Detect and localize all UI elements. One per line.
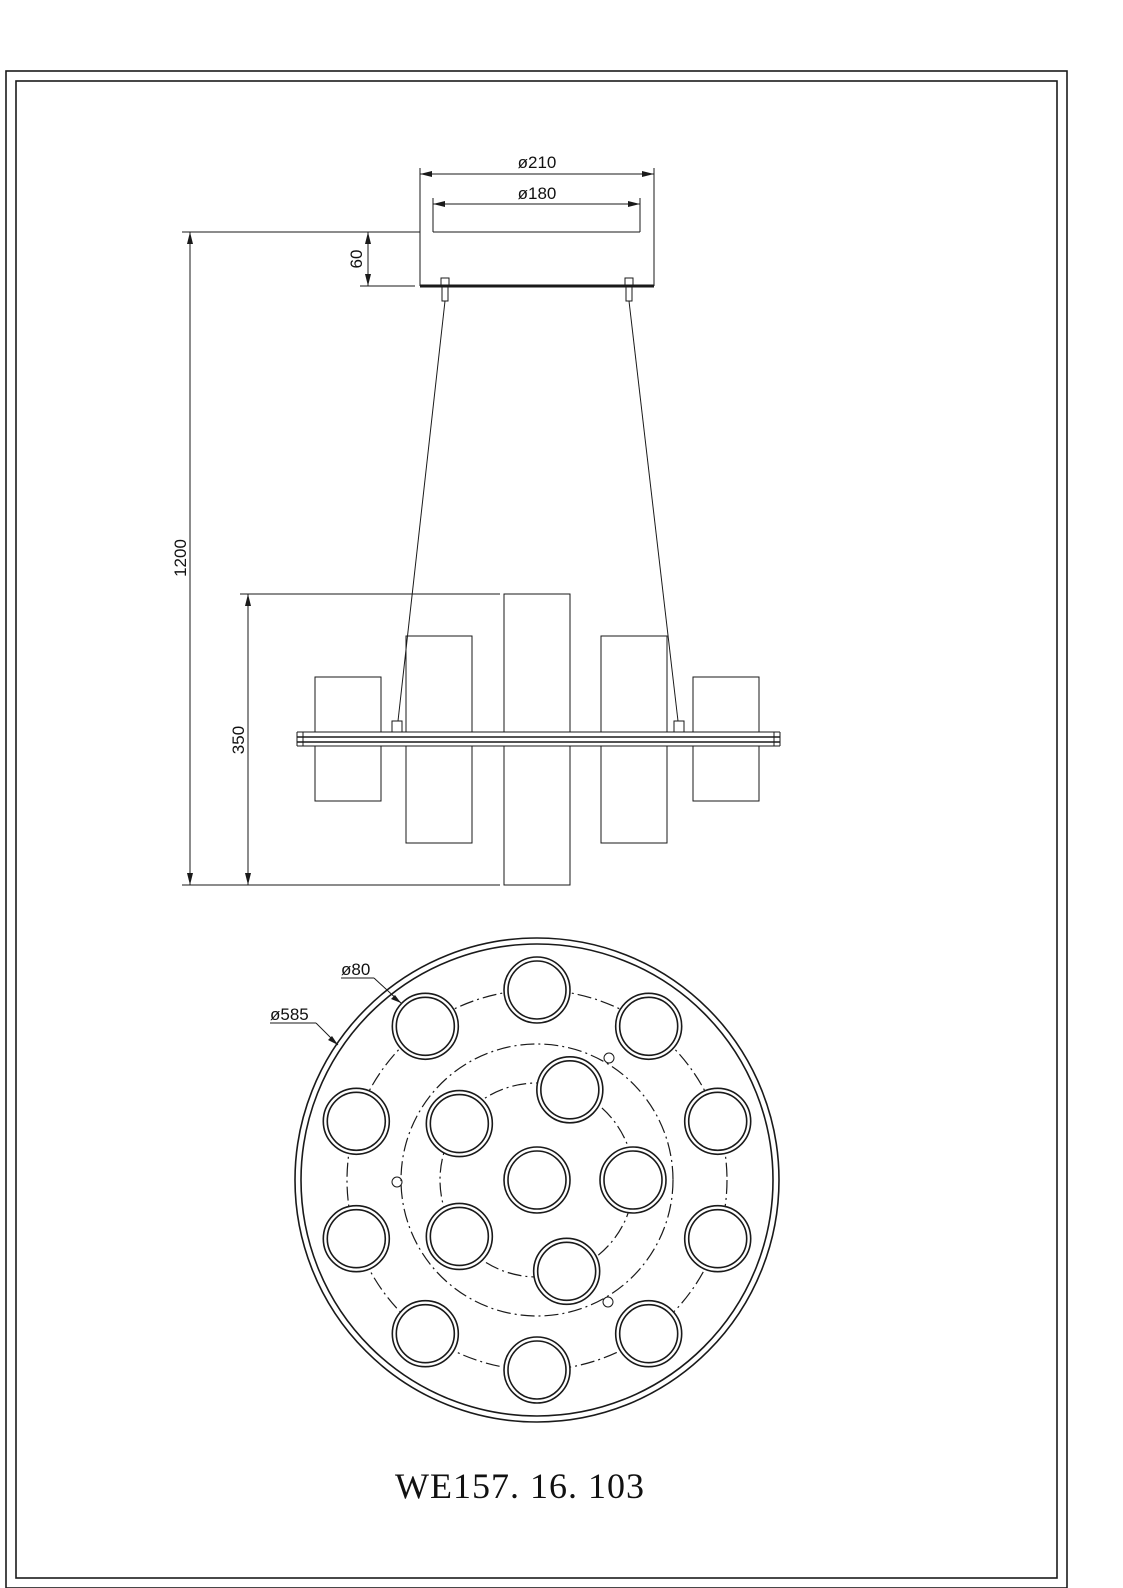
shade-circle bbox=[392, 993, 458, 1059]
shade-circle bbox=[600, 1147, 666, 1213]
shade-circle bbox=[685, 1088, 751, 1154]
fixture-diameter-leader bbox=[270, 1005, 338, 1045]
plan-view bbox=[270, 938, 779, 1422]
overall-height-dim bbox=[171, 232, 420, 885]
canopy-height-dim bbox=[347, 232, 415, 286]
canopy-outer-diameter-label: ø210 bbox=[517, 153, 557, 172]
shade-circle bbox=[426, 1203, 492, 1269]
shade-circle bbox=[504, 1337, 570, 1403]
shade-diameter-label: ø80 bbox=[341, 960, 371, 979]
body-height-label: 350 bbox=[229, 725, 248, 755]
canopy-inner-diameter-label: ø180 bbox=[517, 184, 557, 203]
shade-circle bbox=[504, 1147, 570, 1213]
overall-height-label: 1200 bbox=[171, 539, 190, 577]
shade-circle bbox=[616, 1301, 682, 1367]
fixture-diameter-label: ø585 bbox=[270, 1005, 309, 1024]
ring-frame bbox=[297, 721, 780, 746]
shade-circle bbox=[323, 1088, 389, 1154]
shade-circle bbox=[685, 1206, 751, 1272]
side-elevation bbox=[171, 153, 780, 885]
shade-circle bbox=[426, 1091, 492, 1157]
canopy bbox=[420, 232, 654, 301]
shade-circle bbox=[537, 1057, 603, 1123]
suspension-cable-right bbox=[629, 301, 678, 721]
shade-circle bbox=[504, 957, 570, 1023]
mount-hole-2 bbox=[392, 1177, 402, 1187]
shade-circle bbox=[323, 1206, 389, 1272]
suspension-cable-left bbox=[398, 301, 445, 721]
model-number: WE157. 16. 103 bbox=[395, 1466, 645, 1506]
shade-circle bbox=[534, 1238, 600, 1304]
shade-circle bbox=[392, 1301, 458, 1367]
canopy-height-label: 60 bbox=[347, 249, 366, 269]
shade-circles bbox=[323, 957, 750, 1403]
shade-diameter-leader bbox=[341, 960, 401, 1003]
shade-circle bbox=[616, 993, 682, 1059]
mount-hole-1 bbox=[604, 1053, 614, 1063]
canopy-diameter-dims bbox=[420, 153, 654, 286]
mount-hole-3 bbox=[603, 1297, 613, 1307]
